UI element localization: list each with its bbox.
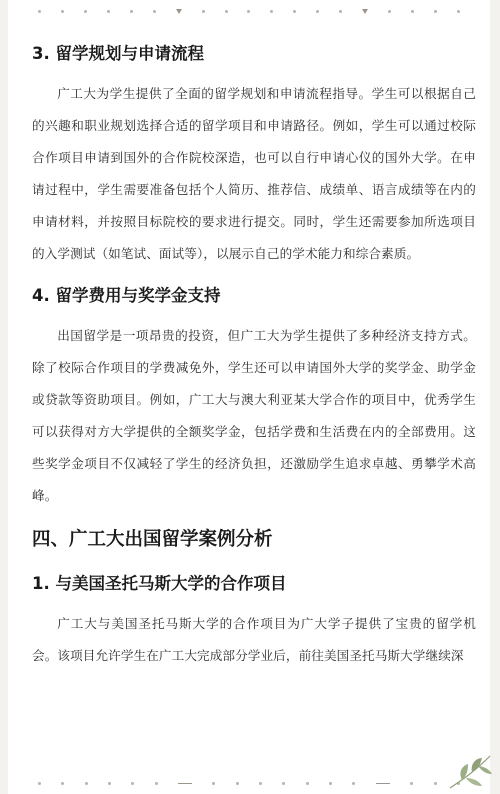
top-border-decoration — [18, 6, 480, 16]
chapter-heading-case-analysis: 四、广工大出国留学案例分析 — [32, 529, 273, 550]
article-content — [32, 40, 476, 684]
bottom-border-decoration — [18, 778, 480, 788]
section-heading-funding: 4. 留学费用与奖学金支持 — [32, 286, 221, 305]
section-heading-st-thomas: 1. 与美国圣托马斯大学的合作项目 — [32, 574, 287, 593]
section-paragraph-funding: 出国留学是一项昂贵的投资，但广工大为学生提供了多种经济支持方式。除了校际合作项目的学费减免外，学生还可以申请国外大学的奖学金、助学金或贷款等资助项目。例如，广工大与澳大利亚某大学合作的项目中，优秀学生可以获得对方大学提供的全额奖学金，包括学费和生活费在内的全部费用。这些奖学金项目不仅减轻了学生的经济负担，还激励学生追求卓越、勇攀学术高峰。 — [32, 328, 476, 503]
section-heading-application: 3. 留学规划与申请流程 — [32, 44, 204, 63]
document-page — [8, 0, 490, 794]
section-paragraph-application: 广工大为学生提供了全面的留学规划和申请流程指导。学生可以根据自己的兴趣和职业规划选择合适的留学项目和申请路径。例如，学生可以通过校际合作项目申请到国外的合作院校深造，也可以自行申请心仪的国外大学。在申请过程中，学生需要准备包括个人简历、推荐信、成绩单、语言成绩等在内的申请材料，并按照目标院校的要求进行提交。同时，学生还需要参加所选项目的入学测试（如笔试、面试等），以展示自己的学术能力和综合素质。 — [32, 86, 476, 261]
leaf-decoration-icon — [442, 750, 494, 790]
section-paragraph-st-thomas: 广工大与美国圣托马斯大学的合作项目为广大学子提供了宝贵的留学机会。该项目允许学生在广工大完成部分学业后，前往美国圣托马斯大学继续深 — [32, 616, 476, 663]
